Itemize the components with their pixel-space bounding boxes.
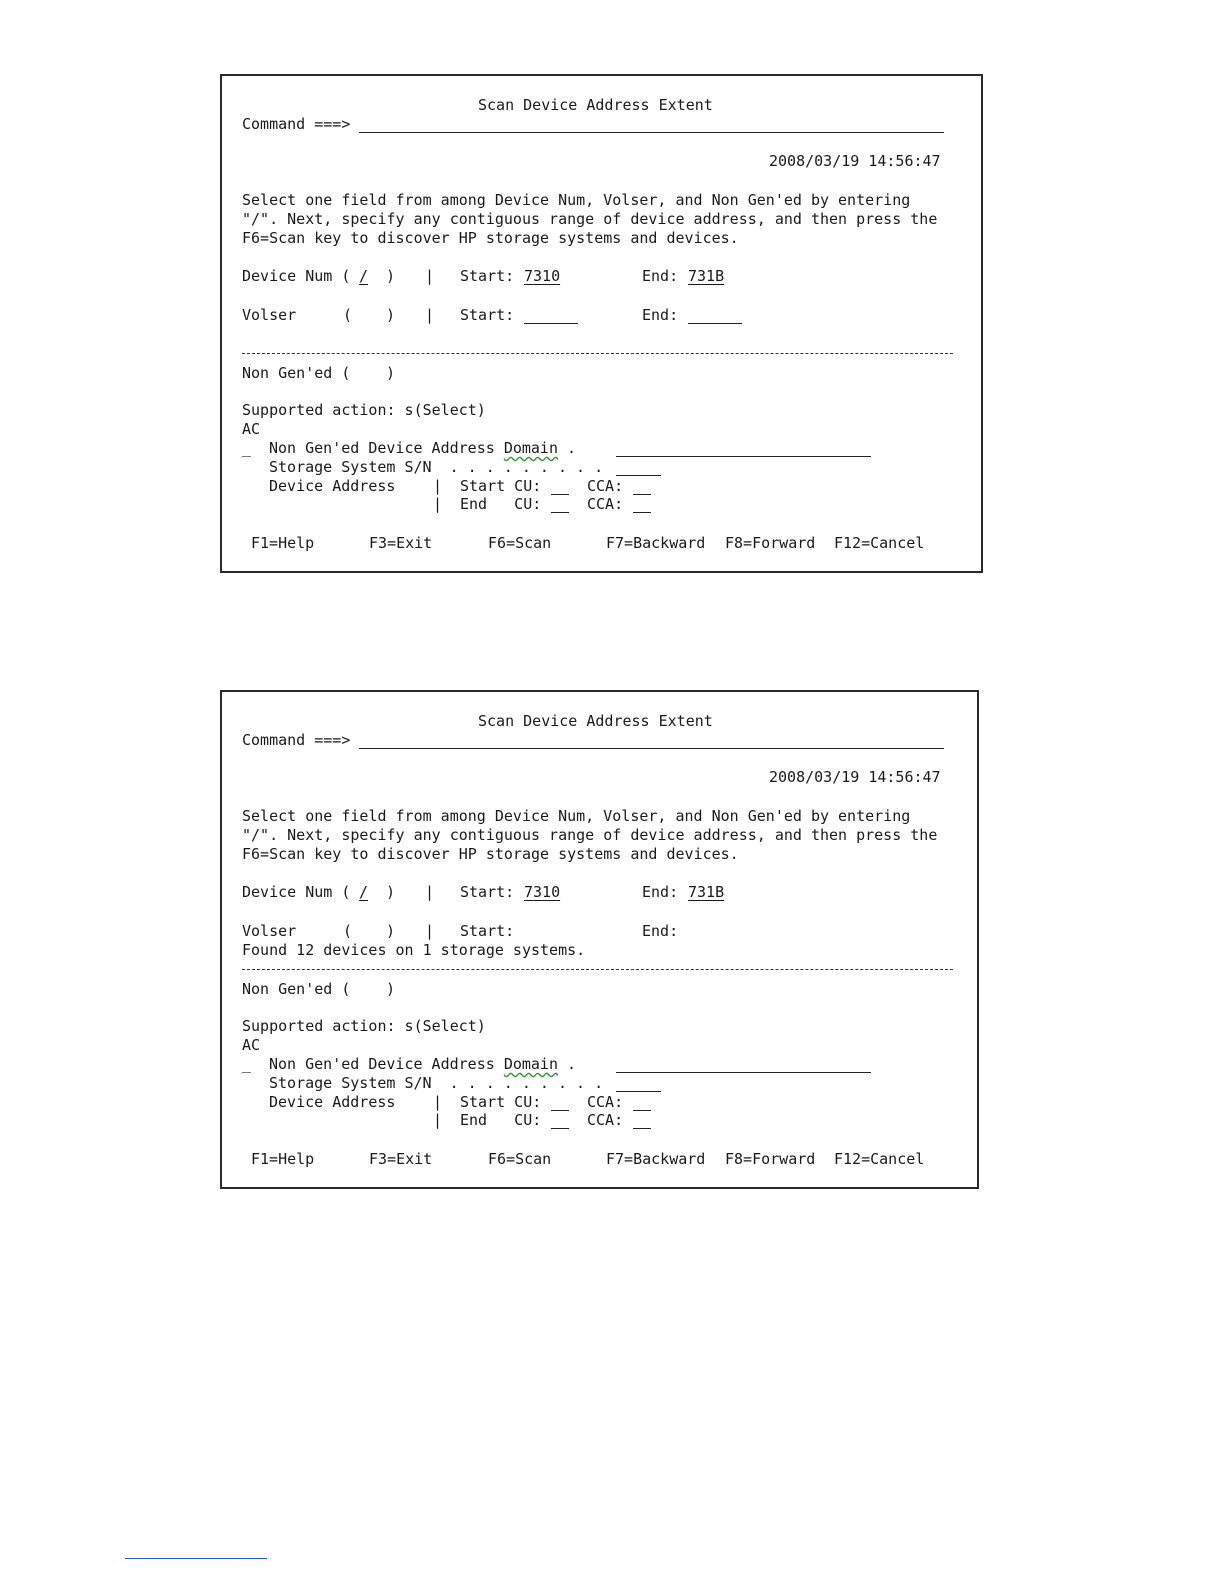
device-num-end-label: End: xyxy=(642,267,679,285)
section-divider xyxy=(242,353,953,354)
device-num-selector[interactable]: / xyxy=(359,883,369,901)
start-cca-input[interactable] xyxy=(633,494,651,495)
instruction-line-2: "/". Next, specify any contiguous range of device address, and then press the xyxy=(242,826,938,844)
domain-label-text: Non Gen'ed Device Address xyxy=(269,439,504,457)
device-num-close: ) xyxy=(386,267,396,285)
device-num-start-label: Start: xyxy=(460,267,515,285)
scan-screen-result xyxy=(220,690,979,1189)
start-cca-label: CCA: xyxy=(587,1093,624,1111)
f8-forward-key[interactable]: F8=Forward xyxy=(725,534,816,552)
section-divider xyxy=(242,969,953,970)
f12-cancel-key[interactable]: F12=Cancel xyxy=(834,534,925,552)
device-num-label: Device Num ( xyxy=(242,883,351,901)
f3-exit-key[interactable]: F3=Exit xyxy=(369,534,433,552)
storage-system-input[interactable] xyxy=(616,475,661,476)
domain-input[interactable] xyxy=(616,1072,871,1073)
ac-input[interactable]: _ xyxy=(242,1055,252,1073)
end-cca-label: CCA: xyxy=(587,1111,624,1129)
f8-forward-key[interactable]: F8=Forward xyxy=(725,1150,816,1168)
device-num-start-label: Start: xyxy=(460,883,515,901)
volser-end-label: End: xyxy=(642,922,679,940)
end-cca-input[interactable] xyxy=(633,512,651,513)
volser-open: ( xyxy=(343,922,353,940)
domain-word: Domain xyxy=(503,1055,558,1073)
status-message: Found 12 devices on 1 storage systems. xyxy=(242,941,586,959)
f3-exit-key[interactable]: F3=Exit xyxy=(369,1150,433,1168)
command-input[interactable] xyxy=(359,132,944,133)
separator: | xyxy=(425,306,435,324)
volser-start-input[interactable] xyxy=(524,323,578,324)
start-cu-input[interactable] xyxy=(551,1110,569,1111)
supported-action: Supported action: s(Select) xyxy=(242,1017,486,1035)
device-num-end-input[interactable]: 731B xyxy=(688,883,725,901)
start-cu-label: Start CU: xyxy=(460,1093,542,1111)
end-cu-input[interactable] xyxy=(551,512,569,513)
command-input[interactable] xyxy=(359,748,944,749)
domain-dots: . xyxy=(558,439,577,457)
end-cu-label: End CU: xyxy=(460,1111,542,1129)
ac-label: AC xyxy=(242,420,261,438)
footer-link-rule xyxy=(125,1558,267,1559)
volser-close: ) xyxy=(386,306,396,324)
non-gened-label: Non Gen'ed ( xyxy=(242,364,351,382)
start-cca-input[interactable] xyxy=(633,1110,651,1111)
domain-input[interactable] xyxy=(616,456,871,457)
timestamp: 2008/03/19 14:56:47 xyxy=(769,768,941,786)
domain-label xyxy=(269,1055,576,1073)
f12-cancel-key[interactable]: F12=Cancel xyxy=(834,1150,925,1168)
non-gened-selector[interactable] xyxy=(355,381,380,382)
domain-label xyxy=(269,439,576,457)
domain-dots: . xyxy=(558,1055,577,1073)
supported-action: Supported action: s(Select) xyxy=(242,401,486,419)
domain-label-text: Non Gen'ed Device Address xyxy=(269,1055,504,1073)
f6-scan-key[interactable]: F6=Scan xyxy=(488,1150,552,1168)
non-gened-label: Non Gen'ed ( xyxy=(242,980,351,998)
volser-end-label: End: xyxy=(642,306,679,324)
device-address-label: Device Address xyxy=(269,1093,396,1111)
volser-open: ( xyxy=(343,306,353,324)
instruction-line-1: Select one field from among Device Num, Volser, and Non Gen'ed by entering xyxy=(242,807,911,825)
device-num-end-label: End: xyxy=(642,883,679,901)
non-gened-close: ) xyxy=(386,364,396,382)
device-num-close: ) xyxy=(386,883,396,901)
instruction-line-3: F6=Scan key to discover HP storage systems and devices. xyxy=(242,845,739,863)
instruction-line-1: Select one field from among Device Num, Volser, and Non Gen'ed by entering xyxy=(242,191,911,209)
device-address-label: Device Address xyxy=(269,477,396,495)
ac-input[interactable]: _ xyxy=(242,439,252,457)
f1-help-key[interactable]: F1=Help xyxy=(251,1150,315,1168)
separator: | xyxy=(425,267,435,285)
end-cca-label: CCA: xyxy=(587,495,624,513)
storage-system-input[interactable] xyxy=(616,1091,661,1092)
volser-start-label: Start: xyxy=(460,306,515,324)
storage-system-label: Storage System S/N . . . . . . . . . xyxy=(269,458,604,476)
end-cca-input[interactable] xyxy=(633,1128,651,1129)
command-label: Command ===> xyxy=(242,731,351,749)
device-num-start-input[interactable]: 7310 xyxy=(524,267,561,285)
screen-title: Scan Device Address Extent xyxy=(478,712,713,730)
storage-system-label: Storage System S/N . . . . . . . . . xyxy=(269,1074,604,1092)
volser-label: Volser xyxy=(242,306,297,324)
start-cu-input[interactable] xyxy=(551,494,569,495)
volser-label: Volser xyxy=(242,922,297,940)
end-cu-input[interactable] xyxy=(551,1128,569,1129)
f7-backward-key[interactable]: F7=Backward xyxy=(606,1150,706,1168)
separator: | xyxy=(433,1093,443,1111)
device-num-label: Device Num ( xyxy=(242,267,351,285)
ac-label: AC xyxy=(242,1036,261,1054)
separator: | xyxy=(425,922,435,940)
volser-start-input[interactable] xyxy=(524,939,578,940)
instruction-line-3: F6=Scan key to discover HP storage systems and devices. xyxy=(242,229,739,247)
f6-scan-key[interactable]: F6=Scan xyxy=(488,534,552,552)
f1-help-key[interactable]: F1=Help xyxy=(251,534,315,552)
timestamp: 2008/03/19 14:56:47 xyxy=(769,152,941,170)
scan-screen-initial xyxy=(220,74,983,573)
domain-word: Domain xyxy=(503,439,558,457)
device-num-selector[interactable]: / xyxy=(359,267,369,285)
instruction-line-2: "/". Next, specify any contiguous range of device address, and then press the xyxy=(242,210,938,228)
end-cu-label: End CU: xyxy=(460,495,542,513)
start-cu-label: Start CU: xyxy=(460,477,542,495)
screen-title: Scan Device Address Extent xyxy=(478,96,713,114)
command-label: Command ===> xyxy=(242,115,351,133)
non-gened-selector[interactable] xyxy=(355,997,380,998)
device-num-start-input[interactable]: 7310 xyxy=(524,883,561,901)
non-gened-close: ) xyxy=(386,980,396,998)
volser-start-label: Start: xyxy=(460,922,515,940)
volser-end-input[interactable] xyxy=(688,939,742,940)
separator: | xyxy=(425,883,435,901)
separator: | xyxy=(433,495,443,513)
device-num-end-input[interactable]: 731B xyxy=(688,267,725,285)
f7-backward-key[interactable]: F7=Backward xyxy=(606,534,706,552)
separator: | xyxy=(433,1111,443,1129)
start-cca-label: CCA: xyxy=(587,477,624,495)
volser-end-input[interactable] xyxy=(688,323,742,324)
volser-close: ) xyxy=(386,922,396,940)
separator: | xyxy=(433,477,443,495)
